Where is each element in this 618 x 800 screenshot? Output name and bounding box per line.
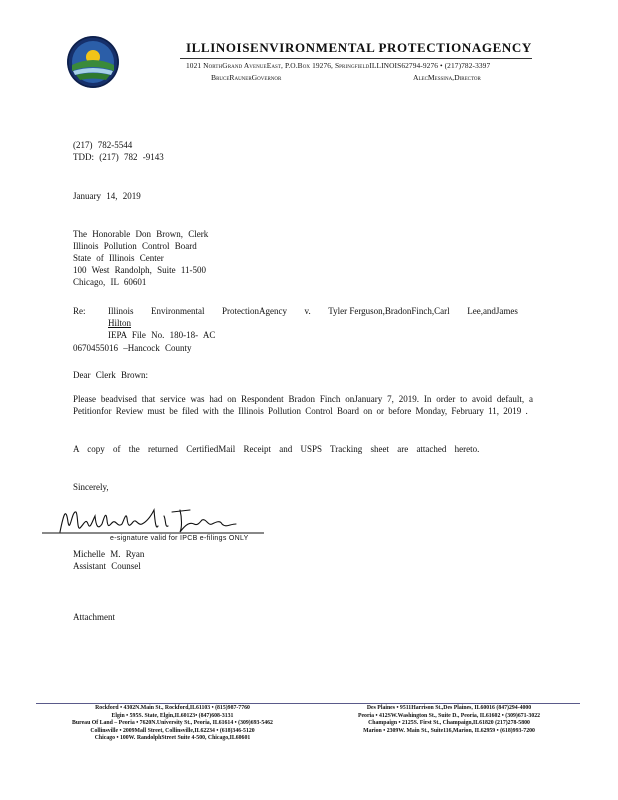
signer-title: Assistant Counsel bbox=[73, 561, 141, 571]
footer-office: Bureau Of Land – Peoria • 7620N.University St., Peoria, IL61614 • (309)693-5462 bbox=[72, 720, 273, 726]
re-hilton: Hilton bbox=[108, 318, 132, 328]
re-file-number: IEPA File No. 180-18- AC bbox=[108, 330, 216, 340]
phone-number: (217) 782-5544 bbox=[73, 140, 133, 150]
recipient-line: State of Illinois Center bbox=[73, 253, 164, 263]
re-part: ProtectionAgency bbox=[222, 306, 288, 316]
closing: Sincerely, bbox=[73, 482, 109, 492]
re-part: Illinois bbox=[108, 306, 134, 316]
body-paragraph-2: A copy of the returned CertifiedMail Receipt and USPS Tracking sheet are attached hereto. bbox=[73, 444, 480, 454]
recipient-line: Chicago, IL 60601 bbox=[73, 277, 147, 287]
title-rule bbox=[180, 58, 532, 59]
footer-offices-right bbox=[318, 705, 580, 735]
tdd-number: TDD: (217) 782 -9143 bbox=[73, 152, 164, 162]
re-part: Tyler Ferguson,BradonFinch,Carl bbox=[328, 306, 450, 316]
signer-block bbox=[73, 548, 144, 572]
footer-office: Rockford • 4302N.Main St., Rockford,IL61103 • (815)987-7760 bbox=[95, 705, 250, 711]
governor-name: BruceRaunerGovernor bbox=[211, 73, 282, 82]
footer-office: Collinsville • 2009Mall Street, Collinsville,IL62234 • (618)346-5120 bbox=[90, 727, 255, 734]
recipient-address bbox=[73, 228, 208, 288]
footer-office: Marion • 2309W. Main St., Suite116,Marion, IL62959 • (618)993-7200 bbox=[363, 727, 535, 734]
re-label: Re: bbox=[73, 306, 86, 316]
attachment-label: Attachment bbox=[73, 612, 115, 622]
re-part: Environmental bbox=[151, 306, 205, 316]
footer-offices-left bbox=[40, 705, 305, 743]
director-name: AlecMessina,Director bbox=[413, 73, 481, 82]
epa-seal-logo bbox=[66, 35, 120, 89]
letter-date: January 14, 2019 bbox=[73, 191, 141, 201]
footer-rule bbox=[36, 703, 580, 704]
recipient-line: Illinois Pollution Control Board bbox=[73, 241, 197, 251]
signer-name: Michelle M. Ryan bbox=[73, 549, 145, 559]
footer-office: Champaign • 2125S. First St., Champaign,IL61820 (217)278-5800 bbox=[368, 720, 530, 726]
re-part: Lee,andJames bbox=[467, 306, 518, 316]
re-part: v. bbox=[304, 306, 311, 316]
footer-office: Elgin • 595S. State, Elgin,IL60123• (847)608-3131 bbox=[111, 712, 234, 719]
footer-office: Peoria • 412SW.Washington St., Suite D., Peoria, IL61602 • (309)671-3022 bbox=[357, 712, 541, 719]
re-case-title bbox=[108, 305, 518, 317]
body-paragraph-1: Please beadvised that service was had on Respondent Bradon Finch onJanuary 7, 2019. In order to avoid default, a Petitionfor Review must be filed with the Illinois Pollution Control Board on or before Monday, February 11, 2019 . bbox=[73, 394, 533, 416]
recipient-line: 100 West Randolph, Suite 11-500 bbox=[73, 265, 207, 275]
re-county: 0670455016 –Hancock County bbox=[73, 343, 192, 353]
footer-office: Chicago • 100W. RandolphStreet Suite 4-500, Chicago,IL60601 bbox=[94, 735, 251, 741]
recipient-line: The Honorable Don Brown, Clerk bbox=[73, 229, 209, 239]
salutation: Dear Clerk Brown: bbox=[73, 370, 148, 380]
agency-title: ILLINOISENVIRONMENTAL PROTECTIONAGENCY bbox=[186, 40, 532, 55]
agency-address: 1021 NorthGrand AvenueEast, P.O.Box 19276, SpringfieldILLINOIS62794-9276 • (217)782-3397 bbox=[186, 61, 491, 70]
footer-office: Des Plaines • 9511Harrison St.,Des Plaines, IL60016 (847)294-4000 bbox=[366, 705, 532, 711]
esignature-note: e-signature valid for IPCB e-filings ONLY bbox=[110, 535, 249, 542]
